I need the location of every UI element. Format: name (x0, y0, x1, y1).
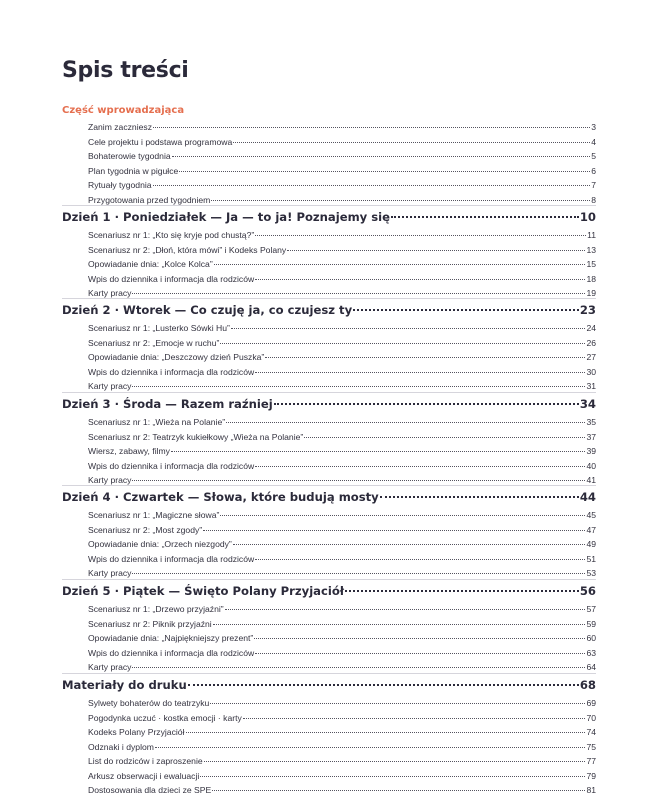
toc-entry[interactable] (88, 445, 596, 457)
dot-leader (132, 480, 585, 481)
dot-leader (255, 235, 586, 236)
toc-entry-page-number: 74 (586, 727, 596, 737)
toc-entry-page-number: 27 (586, 352, 596, 362)
toc-entry-label: Odznaki i dyplom (88, 741, 154, 752)
toc-entry-page-number: 60 (586, 633, 596, 643)
section-divider (62, 485, 596, 486)
toc-entry[interactable] (88, 273, 596, 285)
toc-entry[interactable] (88, 431, 596, 443)
toc-entry-page-number: 19 (586, 288, 596, 298)
toc-entry-page-number: 79 (586, 770, 596, 781)
toc-entry-label: Scenariusz nr 2: „Dłoń, która mówi” i Kodeks Polany (88, 244, 287, 255)
dot-leader (155, 747, 586, 748)
dot-leader (265, 357, 585, 358)
toc-entry-label: Wpis do dziennika i informacja dla rodziców (88, 273, 255, 284)
toc-entry-page-number: 77 (586, 756, 596, 766)
dot-leader (287, 250, 585, 251)
toc-section-heading-label: Dzień 2 · Wtorek — Co czuję ja, co czujesz ty (62, 303, 353, 317)
dot-leader (255, 466, 585, 467)
dot-leader (243, 718, 586, 719)
toc-section-heading[interactable] (62, 489, 596, 505)
toc-entry[interactable] (88, 755, 596, 767)
toc-entry[interactable] (88, 121, 596, 133)
dot-leader (380, 496, 579, 498)
section-divider (62, 392, 596, 393)
dot-leader (220, 515, 585, 516)
dot-leader (132, 293, 585, 294)
toc-entry-label: Bohaterowie tygodnia (88, 151, 171, 161)
toc-entry-page-number: 8 (591, 194, 596, 205)
toc-entry-page-number: 45 (586, 510, 596, 520)
toc-entry[interactable] (88, 618, 596, 630)
toc-entry-label: Opowiadanie dnia: „Orzech niezgody” (88, 539, 232, 549)
dot-leader (153, 127, 590, 128)
toc-entry[interactable] (88, 136, 596, 148)
toc-entry-page-number: 37 (586, 431, 596, 442)
toc-section-heading[interactable] (62, 677, 596, 693)
dot-leader (171, 451, 585, 452)
dot-leader (220, 343, 585, 344)
toc-entry[interactable] (88, 244, 596, 256)
dot-leader (226, 422, 585, 423)
dot-leader (233, 142, 590, 143)
toc-entry-page-number: 75 (586, 741, 596, 752)
toc-entry-page-number: 13 (586, 244, 596, 255)
dot-leader (391, 216, 579, 218)
toc-entry-label: Zanim zaczniesz (88, 122, 152, 132)
dot-leader (153, 185, 591, 186)
toc-entry[interactable] (88, 194, 596, 206)
dot-leader (274, 403, 579, 405)
dot-leader (255, 372, 585, 373)
toc-entry-label: Scenariusz nr 1: „Wieża na Polanie” (88, 417, 226, 427)
toc-entry[interactable] (88, 697, 596, 709)
section-divider (62, 298, 596, 299)
toc-section-heading-label: Dzień 1 · Poniedziałek — Ja — to ja! Poznajemy się (62, 210, 390, 224)
toc-entry-label: Wiersz, zabawy, filmy (88, 446, 170, 456)
toc-section-heading-page-number: 34 (579, 397, 596, 411)
toc-entry[interactable] (88, 179, 596, 191)
section-divider (62, 673, 596, 674)
toc-entry[interactable] (88, 416, 596, 428)
toc-entry-page-number: 4 (591, 136, 596, 147)
toc-entry[interactable] (88, 567, 596, 579)
toc-entry-page-number: 64 (586, 662, 596, 672)
dot-leader (213, 624, 586, 625)
toc-entry[interactable] (88, 726, 596, 738)
toc-entry-page-number: 26 (586, 337, 596, 348)
dot-leader (255, 279, 585, 280)
toc-entry-label: Karty pracy (88, 568, 132, 578)
toc-entry[interactable] (88, 351, 596, 363)
toc-section-heading[interactable] (62, 396, 596, 412)
dot-leader (132, 667, 585, 668)
toc-entry[interactable] (88, 647, 596, 659)
toc-entry-label: Karty pracy (88, 288, 132, 298)
toc-entry-page-number: 51 (586, 553, 596, 564)
toc-section-heading-label: Dzień 5 · Piątek — Święto Polany Przyjaciół (62, 584, 345, 598)
toc-entry-page-number: 63 (586, 647, 596, 658)
toc-entry-page-number: 69 (586, 698, 596, 708)
toc-entry-label: Opowiadanie dnia: „Kolce Kolca” (88, 259, 213, 269)
toc-entry-label: Scenariusz nr 1: „Kto się kryje pod chustą?” (88, 230, 255, 240)
dot-leader (211, 200, 590, 201)
toc-entry-label: Scenariusz nr 1: „Drzewo przyjaźni” (88, 604, 224, 614)
toc-entry-label: Arkusz obserwacji i ewaluacji (88, 770, 200, 781)
dot-leader (204, 761, 586, 762)
dot-leader (231, 328, 586, 329)
toc-entry-label: Scenariusz nr 2: „Most zgody” (88, 524, 203, 535)
dot-leader (255, 559, 585, 560)
toc-entry-page-number: 5 (591, 151, 596, 161)
toc-entry[interactable] (88, 337, 596, 349)
toc-entry-label: Opowiadanie dnia: „Deszczowy dzień Puszka” (88, 352, 265, 362)
toc-section-heading[interactable] (62, 302, 596, 318)
dot-leader (172, 156, 591, 157)
toc-section-heading-label: Dzień 3 · Środa — Razem raźniej (62, 397, 273, 411)
toc-entry[interactable] (88, 553, 596, 565)
dot-leader (304, 437, 585, 438)
toc-entry-page-number: 49 (586, 539, 596, 549)
toc-entry-label: Scenariusz nr 1: „Magiczne słowa” (88, 510, 220, 520)
toc-entry[interactable] (88, 603, 596, 615)
toc-entry[interactable] (88, 524, 596, 536)
toc-entry-page-number: 47 (586, 524, 596, 535)
toc-entry-page-number: 31 (586, 381, 596, 391)
toc-entry-page-number: 15 (586, 259, 596, 269)
toc-entry-page-number: 30 (586, 366, 596, 377)
toc-entry-label: Wpis do dziennika i informacja dla rodziców (88, 647, 255, 658)
page-title: Spis treści (62, 58, 189, 83)
toc-entry[interactable] (88, 380, 596, 392)
intro-section-label: Część wprowadzająca (62, 105, 185, 116)
toc-entry[interactable] (88, 741, 596, 753)
toc-entry-label: Scenariusz nr 2: „Emocje w ruchu” (88, 337, 220, 348)
toc-entry[interactable] (88, 661, 596, 673)
toc-section-heading-label: Dzień 4 · Czwartek — Słowa, które budują mosty (62, 490, 379, 504)
dot-leader (132, 386, 585, 387)
dot-leader (132, 573, 585, 574)
toc-section-heading-page-number: 10 (579, 210, 596, 224)
toc-entry-page-number: 18 (586, 273, 596, 284)
toc-entry-label: Scenariusz nr 2: Teatrzyk kukiełkowy „Wieża na Polanie” (88, 431, 304, 442)
toc-entry-page-number: 39 (586, 446, 596, 456)
toc-entry-page-number: 59 (586, 618, 596, 629)
toc-entry-page-number: 35 (586, 417, 596, 427)
toc-entry[interactable] (88, 712, 596, 724)
toc-entry-page-number: 81 (586, 785, 596, 795)
toc-entry-label: Karty pracy (88, 662, 132, 672)
toc-entry-label: Scenariusz nr 1: „Lusterko Sówki Hu” (88, 323, 230, 333)
toc-entry-label: Rytuały tygodnia (88, 180, 152, 190)
toc-entry-page-number: 24 (586, 323, 596, 333)
toc-entry[interactable] (88, 322, 596, 334)
section-divider (62, 579, 596, 580)
toc-entry-label: Opowiadanie dnia: „Najpiękniejszy prezent” (88, 633, 254, 643)
dot-leader (188, 684, 579, 686)
dot-leader (225, 609, 586, 610)
toc-section-heading[interactable] (62, 583, 596, 599)
toc-entry-label: Plan tygodnia w pigułce (88, 165, 179, 176)
dot-leader (255, 653, 585, 654)
toc-section-heading-page-number: 68 (579, 678, 596, 692)
toc-entry[interactable] (88, 632, 596, 644)
dot-leader (212, 790, 585, 791)
toc-entry[interactable] (88, 784, 596, 796)
toc-entry[interactable] (88, 229, 596, 241)
toc-entry[interactable] (88, 509, 596, 521)
toc-entry-label: Kodeks Polany Przyjaciół (88, 727, 185, 737)
toc-entry[interactable] (88, 165, 596, 177)
dot-leader (353, 309, 579, 311)
toc-entry-page-number: 11 (587, 230, 596, 240)
toc-entry-label: Karty pracy (88, 475, 132, 485)
toc-entry-label: Wpis do dziennika i informacja dla rodziców (88, 460, 255, 471)
toc-entry-label: Karty pracy (88, 381, 132, 391)
toc-entry-page-number: 7 (591, 180, 596, 190)
toc-entry-page-number: 41 (586, 475, 596, 485)
section-divider (62, 205, 596, 206)
toc-entry-label: Wpis do dziennika i informacja dla rodziców (88, 553, 255, 564)
toc-entry[interactable] (88, 366, 596, 378)
dot-leader (186, 732, 586, 733)
toc-entry[interactable] (88, 460, 596, 472)
toc-section-heading[interactable] (62, 209, 596, 225)
toc-section-heading-page-number: 56 (579, 584, 596, 598)
toc-entry[interactable] (88, 770, 596, 782)
toc-entry-label: Wpis do dziennika i informacja dla rodziców (88, 366, 255, 377)
toc-entry-label: Przygotowania przed tygodniem (88, 194, 211, 205)
toc-entry-label: Sylwety bohaterów do teatrzyku (88, 698, 210, 708)
toc-entry-label: Scenariusz nr 2: Piknik przyjaźni (88, 618, 212, 629)
toc-entry-page-number: 57 (586, 604, 596, 614)
toc-section-heading-label: Materiały do druku (62, 678, 187, 692)
toc-entry-label: Pogodynka uczuć · kostka emocji · karty (88, 712, 242, 723)
dot-leader (200, 776, 585, 777)
dot-leader (203, 530, 585, 531)
dot-leader (179, 171, 590, 172)
toc-entry[interactable] (88, 150, 596, 162)
dot-leader (214, 264, 586, 265)
dot-leader (210, 703, 585, 704)
toc-entry-page-number: 3 (591, 122, 596, 132)
toc-entry[interactable] (88, 258, 596, 270)
toc-entry-page-number: 70 (586, 712, 596, 723)
toc-entry-page-number: 53 (586, 568, 596, 578)
toc-section-heading-page-number: 23 (579, 303, 596, 317)
toc-entry[interactable] (88, 538, 596, 550)
dot-leader (254, 638, 585, 639)
toc-section-heading-page-number: 44 (579, 490, 596, 504)
toc-entry-label: Cele projektu i podstawa programowa (88, 136, 233, 147)
toc-entry-label: List do rodziców i zaproszenie (88, 756, 203, 766)
dot-leader (345, 590, 579, 592)
toc-entry-page-number: 6 (591, 165, 596, 176)
toc-entry-label: Dostosowania dla dzieci ze SPE (88, 785, 212, 795)
dot-leader (233, 544, 586, 545)
toc-entry-page-number: 40 (586, 460, 596, 471)
